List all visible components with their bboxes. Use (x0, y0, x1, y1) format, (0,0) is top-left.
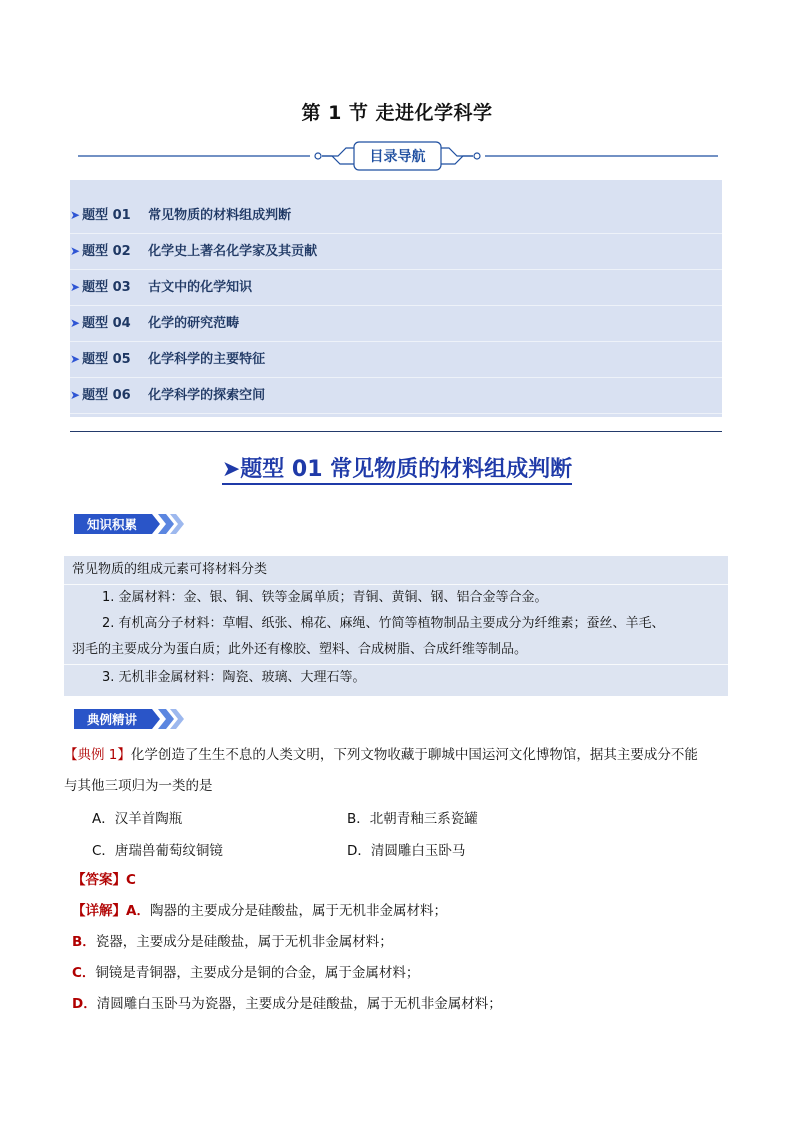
toc-item-number: 题型 03 (82, 280, 131, 295)
arrow-icon: ➤ (70, 208, 81, 222)
knowledge-tag-label: 知识积累 (86, 517, 138, 532)
knowledge-box (64, 556, 728, 696)
option-c: C．唐瑞兽葡萄纹铜镜 (92, 843, 223, 859)
toc-item-label: 常见物质的材料组成判断 (148, 208, 292, 223)
toc-item-label: 化学科学的探索空间 (148, 388, 266, 403)
nav-banner-label: 目录导航 (369, 149, 426, 165)
page-title: 第 1 节 走进化学科学 (301, 102, 493, 124)
toc-item-05[interactable] (70, 342, 722, 378)
toc-item-label: 化学的研究范畴 (148, 316, 240, 331)
toc-item-number: 题型 05 (82, 352, 131, 367)
example-tag-graphic (74, 706, 186, 732)
detail-line-d (72, 994, 502, 1014)
example-label: 【典例 1】 (64, 747, 131, 763)
knowledge-intro: 常见物质的组成元素可将材料分类 (72, 562, 268, 577)
toc-item-06[interactable] (70, 378, 722, 414)
detail-line-b (72, 932, 393, 952)
toc-item-label: 化学史上著名化学家及其贡献 (148, 244, 318, 259)
example-stem-line-2: 与其他三项归为一类的是 (64, 778, 213, 794)
detail-text-d: 清圆雕白玉卧马为瓷器，主要成分是硅酸盐，属于无机非金属材料； (96, 996, 502, 1012)
detail-text-c: 铜镜是青铜器，主要成分是铜的合金，属于金属材料； (95, 965, 420, 981)
option-a: A．汉羊首陶瓶 (92, 811, 183, 827)
example-stem: 化学创造了生生不息的人类文明，下列文物收藏于聊城中国运河文化博物馆，据其主要成分不能 (130, 747, 698, 763)
nav-banner (70, 138, 725, 176)
example-tag (74, 706, 186, 732)
detail-key-a: A． (126, 903, 150, 919)
detail-key-c: C． (72, 965, 96, 981)
answer-label: 【答案】 (72, 872, 126, 888)
detail-key-b: B． (72, 934, 96, 950)
section-divider (70, 431, 722, 432)
example-tag-label: 典例精讲 (86, 712, 138, 727)
toc-item-label: 古文中的化学知识 (148, 280, 253, 295)
example-stem-line-1 (64, 745, 734, 765)
detail-label: 【详解】 (72, 903, 126, 919)
toc-item-02[interactable] (70, 234, 722, 270)
arrow-icon: ➤ (70, 244, 81, 258)
knowledge-tag-graphic (74, 511, 186, 537)
knowledge-item-1: 1. 金属材料：金、银、铜、铁等金属单质；青铜、黄铜、钢、铝合金等合金。 (102, 590, 548, 605)
knowledge-item-2-cont: 羽毛的主要成分为蛋白质；此外还有橡胶、塑料、合成树脂、合成纤维等制品。 (72, 642, 528, 657)
knowledge-item-3: 3. 无机非金属材料：陶瓷、玻璃、大理石等。 (102, 670, 366, 685)
section-heading-text: 题型 01 常见物质的材料组成判断 (240, 457, 573, 482)
detail-text-b: 瓷器，主要成分是硅酸盐，属于无机非金属材料； (95, 934, 393, 950)
toc-item-number: 题型 06 (82, 388, 131, 403)
option-b: B．北朝青釉三系瓷罐 (347, 811, 478, 827)
toc-item-01[interactable] (70, 198, 722, 234)
arrow-icon: ➤ (70, 316, 81, 330)
option-d: D．清圆雕白玉卧马 (347, 843, 466, 859)
detail-line-a (72, 901, 447, 921)
detail-text-a: 陶器的主要成分是硅酸盐，属于无机非金属材料； (149, 903, 447, 919)
detail-key-d: D． (72, 996, 97, 1012)
toc-item-label: 化学科学的主要特征 (148, 352, 266, 367)
toc-item-number: 题型 01 (82, 208, 131, 223)
nav-banner-graphic (70, 138, 725, 176)
knowledge-item-2: 2. 有机高分子材料：草帽、纸张、棉花、麻绳、竹简等植物制品主要成分为纤维素；蚕丝、羊毛、 (102, 616, 665, 631)
toc-item-04[interactable] (70, 306, 722, 342)
detail-line-c (72, 963, 419, 983)
answer-value: C (126, 872, 136, 888)
toc-item-number: 题型 04 (82, 316, 131, 331)
toc-item-03[interactable] (70, 270, 722, 306)
arrow-icon: ➤ (70, 280, 81, 294)
arrow-icon: ➤ (221, 457, 241, 482)
knowledge-tag (74, 511, 186, 537)
section-heading (0, 452, 794, 483)
arrow-icon: ➤ (70, 388, 81, 402)
toc-item-number: 题型 02 (82, 244, 131, 259)
answer-line (72, 870, 136, 890)
arrow-icon: ➤ (70, 352, 81, 366)
table-of-contents (70, 180, 722, 417)
